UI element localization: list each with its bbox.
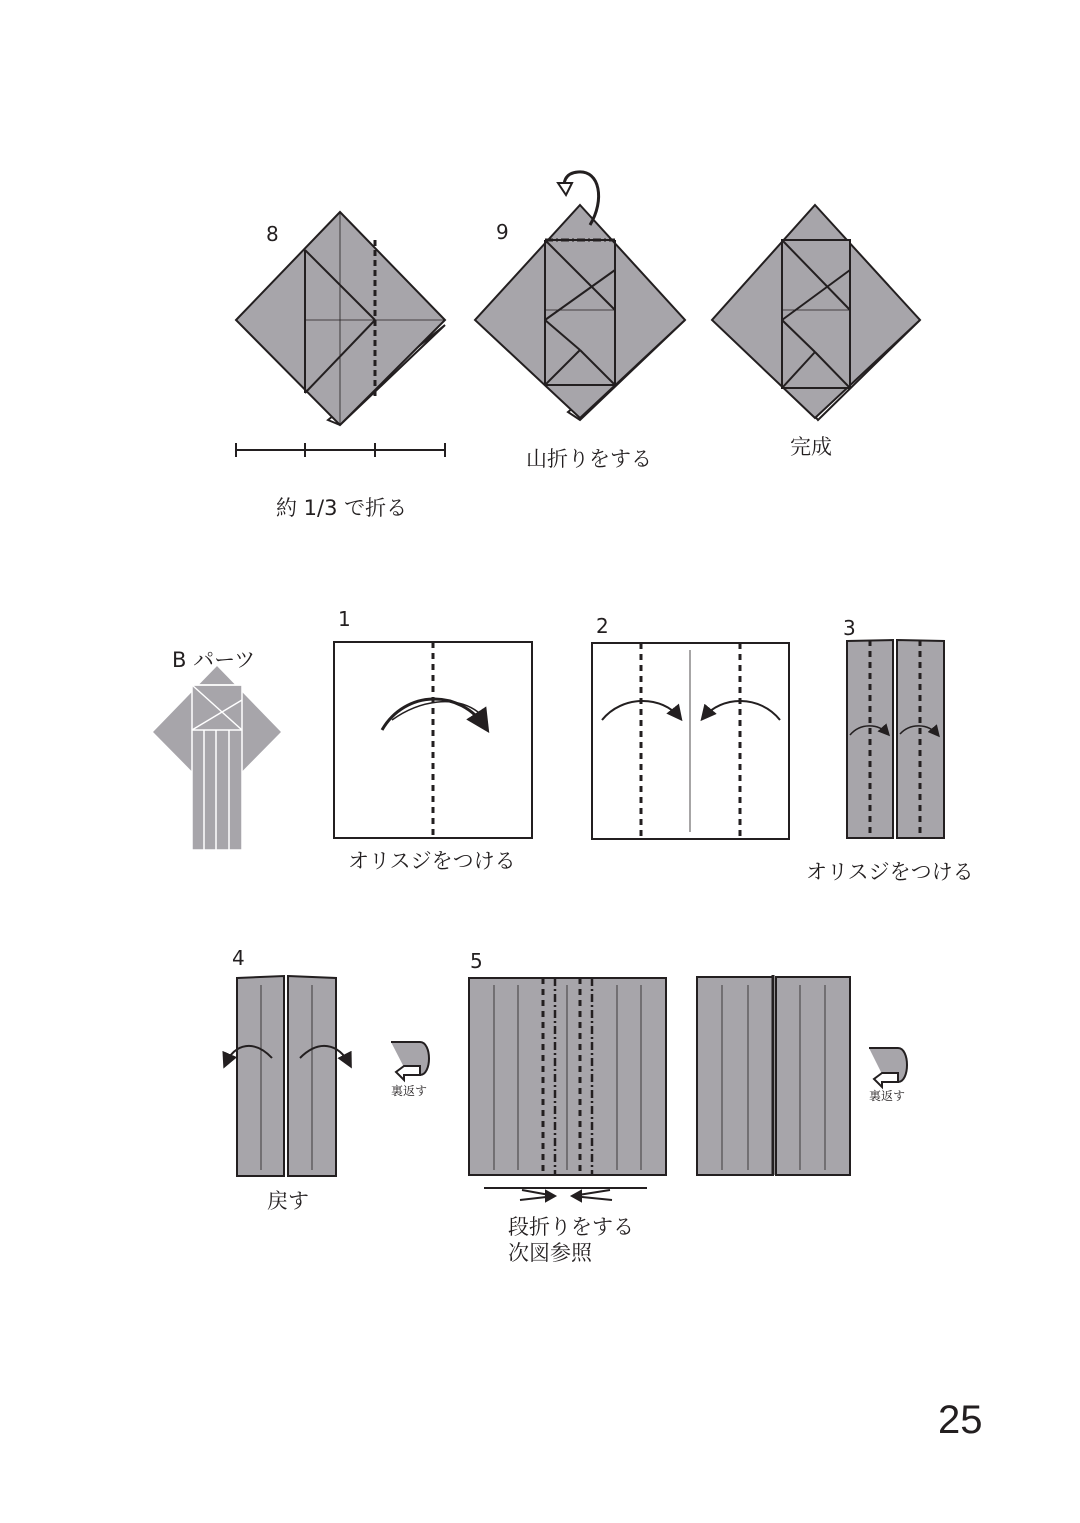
turn-over-label-2: 裏返す <box>869 1089 906 1103</box>
step4-caption: 戻す <box>267 1189 309 1213</box>
step2-number: 2 <box>596 614 609 638</box>
finished-diagram <box>712 205 920 420</box>
step5-diagram <box>469 978 666 1175</box>
page-number: 25 <box>938 1398 983 1442</box>
step8-caption: 約 1/3 で折る <box>276 496 408 520</box>
one-third-scale <box>236 443 445 457</box>
step2-diagram <box>592 643 789 839</box>
step9-diagram <box>475 172 685 420</box>
step9-number: 9 <box>496 220 509 244</box>
turn-over-label: 裏返す <box>391 1084 428 1098</box>
step3-diagram <box>847 640 944 838</box>
step3-number: 3 <box>843 616 856 640</box>
pleat-indicator <box>484 1188 647 1201</box>
turn-over-icon-2 <box>869 1048 907 1087</box>
step4-number: 4 <box>232 946 245 970</box>
b-part-illustration <box>152 665 282 850</box>
b-part-title: B パーツ <box>172 648 256 672</box>
step4-diagram <box>225 976 350 1176</box>
step1-number: 1 <box>338 607 351 631</box>
step8-number: 8 <box>266 222 279 246</box>
step1-diagram <box>334 642 532 838</box>
turn-over-icon <box>391 1042 429 1080</box>
step5-number: 5 <box>470 949 483 973</box>
finished-caption: 完成 <box>790 435 832 459</box>
step9-caption: 山折りをする <box>526 447 652 471</box>
step3-caption: オリスジをつける <box>806 860 974 884</box>
step5-caption-line1: 段折りをする <box>508 1215 634 1239</box>
step5-result-diagram <box>697 975 850 1175</box>
step5-caption-line2: 次図参照 <box>508 1241 592 1265</box>
step1-caption: オリスジをつける <box>348 849 516 873</box>
